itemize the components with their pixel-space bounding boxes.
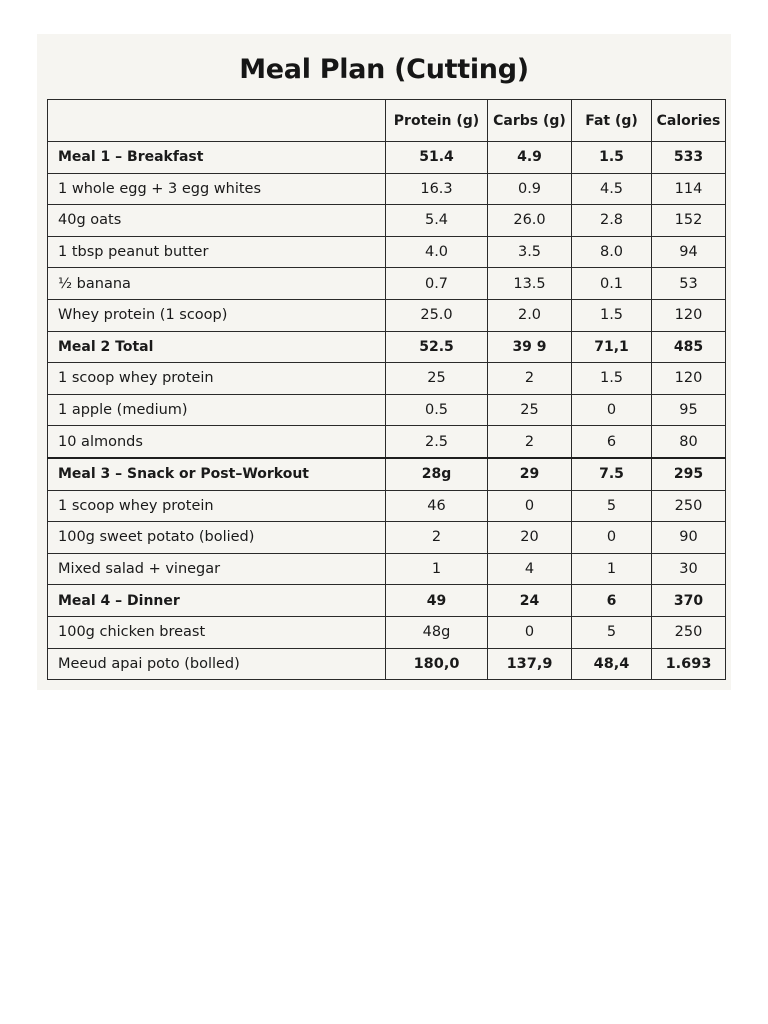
carbs-cell: 3.5 [488, 236, 572, 268]
protein-cell: 2 [386, 522, 488, 554]
calories-cell: 295 [652, 458, 726, 490]
meal-total-row [48, 331, 726, 363]
calories-cell: 533 [652, 142, 726, 174]
protein-cell: 4.0 [386, 236, 488, 268]
calories-cell: 152 [652, 205, 726, 237]
fat-cell: 8.0 [572, 236, 652, 268]
carbs-cell: 0 [488, 616, 572, 648]
carbs-cell: 25 [488, 394, 572, 426]
row-label: Meal 2 Total [48, 331, 386, 363]
calories-cell: 95 [652, 394, 726, 426]
calories-cell: 370 [652, 585, 726, 617]
row-label: 1 tbsp peanut butter [48, 236, 386, 268]
carbs-cell: 29 [488, 458, 572, 490]
meal-plan-table [47, 99, 726, 680]
table-row [48, 173, 726, 205]
calories-cell: 53 [652, 268, 726, 300]
fat-cell: 5 [572, 490, 652, 522]
column-header-protein: Protein (g) [386, 100, 488, 142]
column-header-fat: Fat (g) [572, 100, 652, 142]
row-label: Meeud apai poto (bolled) [48, 648, 386, 680]
calories-cell: 94 [652, 236, 726, 268]
table-row [48, 522, 726, 554]
fat-cell: 6 [572, 426, 652, 458]
row-label: 100g sweet potato (bolied) [48, 522, 386, 554]
fat-cell: 1.5 [572, 299, 652, 331]
table-row [48, 363, 726, 395]
table-row [48, 268, 726, 300]
carbs-cell: 2 [488, 426, 572, 458]
row-label: 100g chicken breast [48, 616, 386, 648]
row-label: Whey protein (1 scoop) [48, 299, 386, 331]
fat-cell: 4.5 [572, 173, 652, 205]
row-label: 1 apple (medium) [48, 394, 386, 426]
calories-cell: 250 [652, 490, 726, 522]
row-label: 1 scoop whey protein [48, 490, 386, 522]
fat-cell: 5 [572, 616, 652, 648]
meal-plan-sheet [37, 34, 731, 690]
protein-cell: 180,0 [386, 648, 488, 680]
protein-cell: 25.0 [386, 299, 488, 331]
carbs-cell: 137,9 [488, 648, 572, 680]
protein-cell: 25 [386, 363, 488, 395]
protein-cell: 16.3 [386, 173, 488, 205]
carbs-cell: 4.9 [488, 142, 572, 174]
calories-cell: 120 [652, 299, 726, 331]
protein-cell: 52.5 [386, 331, 488, 363]
calories-cell: 120 [652, 363, 726, 395]
table-row [48, 426, 726, 458]
row-label: 40g oats [48, 205, 386, 237]
fat-cell: 2.8 [572, 205, 652, 237]
fat-cell: 1.5 [572, 142, 652, 174]
carbs-cell: 26.0 [488, 205, 572, 237]
protein-cell: 0.5 [386, 394, 488, 426]
table-row [48, 553, 726, 585]
fat-cell: 1.5 [572, 363, 652, 395]
table-header-row [48, 100, 726, 142]
carbs-cell: 39 9 [488, 331, 572, 363]
carbs-cell: 2.0 [488, 299, 572, 331]
column-header-item [48, 100, 386, 142]
calories-cell: 1.693 [652, 648, 726, 680]
calories-cell: 80 [652, 426, 726, 458]
fat-cell: 0.1 [572, 268, 652, 300]
carbs-cell: 0 [488, 490, 572, 522]
table-row [48, 205, 726, 237]
fat-cell: 1 [572, 553, 652, 585]
carbs-cell: 13.5 [488, 268, 572, 300]
row-label: 10 almonds [48, 426, 386, 458]
carbs-cell: 4 [488, 553, 572, 585]
meal-total-row [48, 458, 726, 490]
fat-cell: 6 [572, 585, 652, 617]
calories-cell: 90 [652, 522, 726, 554]
row-label: Meal 1 – Breakfast [48, 142, 386, 174]
table-row [48, 236, 726, 268]
protein-cell: 0.7 [386, 268, 488, 300]
protein-cell: 49 [386, 585, 488, 617]
meal-total-row [48, 585, 726, 617]
row-label: 1 scoop whey protein [48, 363, 386, 395]
column-header-calories: Calories [652, 100, 726, 142]
grand-total-row [48, 648, 726, 680]
fat-cell: 0 [572, 394, 652, 426]
row-label: Mixed salad + vinegar [48, 553, 386, 585]
meal-total-row [48, 142, 726, 174]
protein-cell: 2.5 [386, 426, 488, 458]
fat-cell: 7.5 [572, 458, 652, 490]
fat-cell: 71,1 [572, 331, 652, 363]
protein-cell: 51.4 [386, 142, 488, 174]
fat-cell: 0 [572, 522, 652, 554]
carbs-cell: 20 [488, 522, 572, 554]
protein-cell: 46 [386, 490, 488, 522]
column-header-carbs: Carbs (g) [488, 100, 572, 142]
row-label: Meal 4 – Dinner [48, 585, 386, 617]
table-row [48, 299, 726, 331]
protein-cell: 5.4 [386, 205, 488, 237]
carbs-cell: 2 [488, 363, 572, 395]
table-row [48, 490, 726, 522]
row-label: 1 whole egg + 3 egg whites [48, 173, 386, 205]
protein-cell: 48g [386, 616, 488, 648]
calories-cell: 30 [652, 553, 726, 585]
table-row [48, 394, 726, 426]
row-label: Meal 3 – Snack or Post–Workout [48, 458, 386, 490]
fat-cell: 48,4 [572, 648, 652, 680]
calories-cell: 485 [652, 331, 726, 363]
carbs-cell: 0.9 [488, 173, 572, 205]
carbs-cell: 24 [488, 585, 572, 617]
calories-cell: 250 [652, 616, 726, 648]
protein-cell: 1 [386, 553, 488, 585]
protein-cell: 28g [386, 458, 488, 490]
table-row [48, 616, 726, 648]
row-label: ½ banana [48, 268, 386, 300]
page-title: Meal Plan (Cutting) [239, 54, 529, 85]
calories-cell: 114 [652, 173, 726, 205]
